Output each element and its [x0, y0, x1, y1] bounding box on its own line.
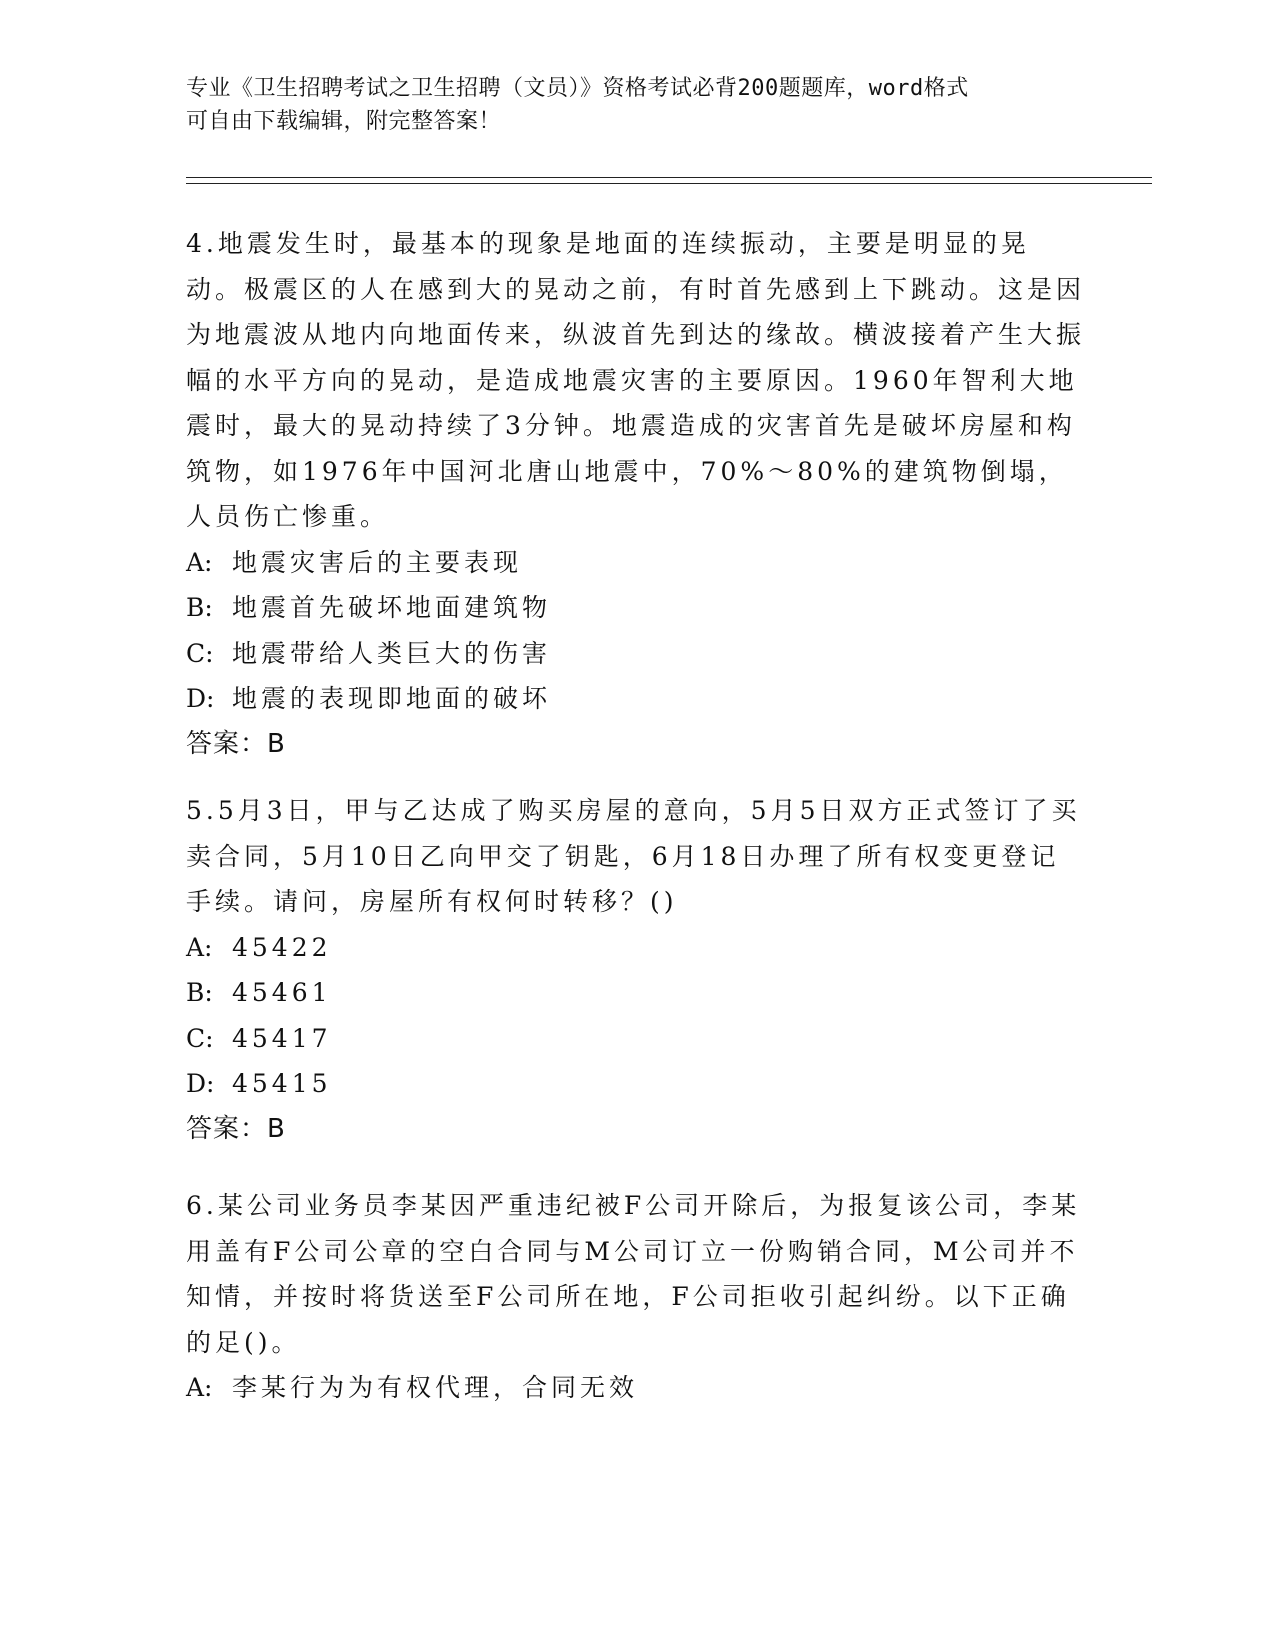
question-text: 6.某公司业务员李某因严重违纪被F公司开除后，为报复该公司，李某用盖有F公司公章的空白合同与M公司订立一份购销合同，M公司并不知情，并按时将货送至F公司所在地，F公司拒收引起纠纷。以下正确的足()。 [186, 1191, 1081, 1357]
question-text: 5.5月3日，甲与乙达成了购买房屋的意向，5月5日双方正式签订了买卖合同，5月10日乙向甲交了钥匙，6月18日办理了所有权变更登记手续。请问，房屋所有权何时转移？() [186, 796, 1081, 916]
header-divider-top [186, 177, 1152, 178]
document-header [186, 72, 1086, 138]
option-text: 45422 [232, 932, 332, 962]
option-text: 李某行为为有权代理，合同无效 [232, 1373, 639, 1402]
option-text: 45461 [232, 978, 332, 1007]
option-key: C: [186, 1023, 214, 1053]
option-text: 45415 [232, 1069, 332, 1098]
option-key: B: [186, 978, 213, 1007]
option-key: A: [186, 547, 213, 577]
option-d [186, 1061, 1086, 1107]
option-a [186, 540, 1086, 586]
option-key: D: [186, 684, 215, 713]
question-4 [186, 221, 1086, 767]
header-divider-bottom [186, 183, 1152, 184]
option-key: D: [186, 1069, 215, 1098]
option-text: 地震的表现即地面的破坏 [232, 684, 552, 713]
option-b [186, 970, 1086, 1016]
option-key: A: [186, 932, 213, 962]
option-b [186, 585, 1086, 631]
option-a [186, 1365, 1086, 1411]
option-text: 45417 [232, 1023, 332, 1053]
option-c [186, 1016, 1086, 1062]
question-text: 4.地震发生时，最基本的现象是地面的连续振动，主要是明显的晃动。极震区的人在感到大的晃动之前，有时首先感到上下跳动。这是因为地震波从地内向地面传来，纵波首先到达的缘故。横波接着产生大振幅的水平方向的晃动，是造成地震灾害的主要原因。1960年智利大地震时，最大的晃动持续了3分钟。地震造成的灾害首先是破坏房屋和构筑物，如1976年中国河北唐山地震中，70%～80%的建筑物倒塌，人员伤亡惨重。 [186, 229, 1086, 531]
option-text: 地震带给人类巨大的伤害 [232, 638, 552, 668]
question-5 [186, 788, 1086, 1152]
header-title-line-1: 专业《卫生招聘考试之卫生招聘（文员）》资格考试必背200题题库，word格式 [186, 76, 969, 101]
option-d [186, 676, 1086, 722]
option-key: B: [186, 593, 213, 622]
option-text: 地震灾害后的主要表现 [232, 547, 523, 577]
option-c [186, 631, 1086, 677]
option-key: A: [186, 1373, 213, 1402]
answer-label: 答案：B [186, 728, 286, 759]
option-text: 地震首先破坏地面建筑物 [232, 593, 552, 622]
question-6 [186, 1183, 1086, 1411]
option-key: C: [186, 638, 214, 668]
option-a [186, 925, 1086, 971]
header-title-line-2: 可自由下载编辑，附完整答案！ [186, 109, 502, 134]
answer-label: 答案：B [186, 1113, 286, 1144]
